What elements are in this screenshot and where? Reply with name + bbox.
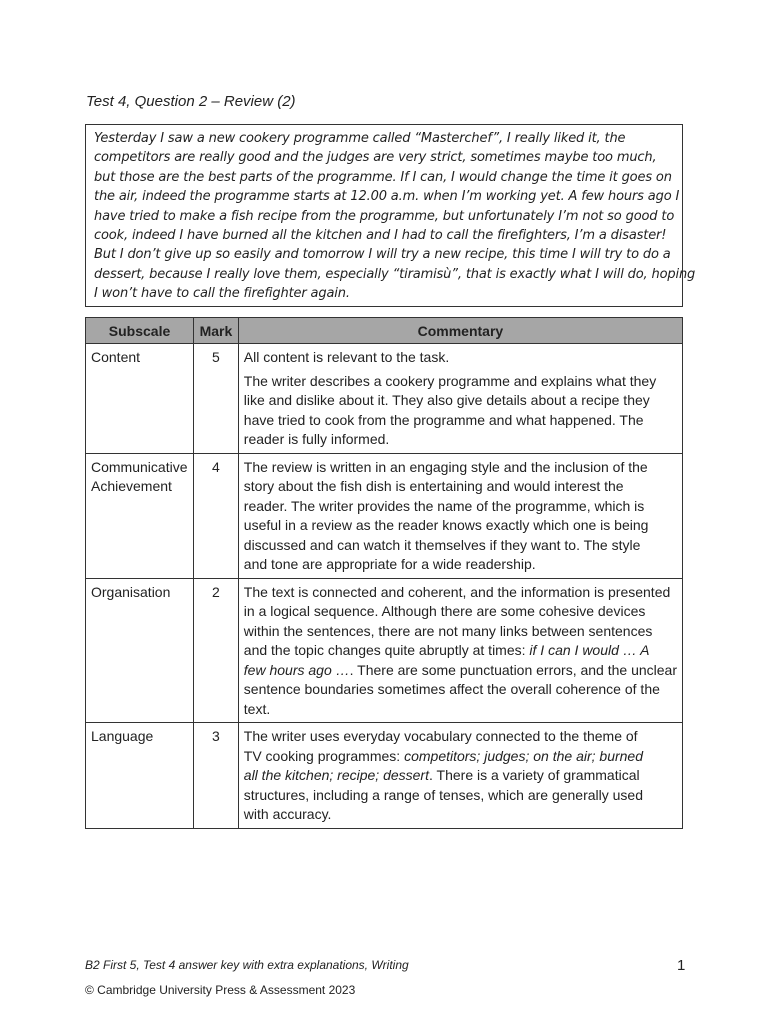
essay-line: but those are the best parts of the programme. If I can, I would change the time it goes on <box>94 169 672 185</box>
sample-answer-text <box>94 129 696 304</box>
commentary-line <box>244 661 677 681</box>
commentary-line <box>244 766 677 786</box>
commentary-line: sentence boundaries sometimes affect the overall coherence of the <box>243 681 660 697</box>
commentary-line: discussed and can watch it themselves if they want to. The style <box>243 536 641 553</box>
commentary-cell <box>238 344 682 454</box>
page-title: Test 4, Question 2 – Review (2) <box>86 93 296 110</box>
commentary-text: TV cooking programmes: <box>243 747 405 764</box>
commentary-line: reader is fully informed. <box>243 431 390 447</box>
commentary-line <box>244 747 677 767</box>
footer-reference: B2 First 5, Test 4 answer key with extra explanations, Writing <box>85 958 409 972</box>
assessment-table <box>85 317 683 829</box>
quoted-example: if I can I would … A <box>529 642 650 658</box>
subscale-label: Content <box>91 349 141 365</box>
header-commentary: Commentary <box>238 318 682 344</box>
essay-line: But I don’t give up so easily and tomorrow I will try a new recipe, this time I will try to do a <box>94 247 671 263</box>
essay-line: Yesterday I saw a new cookery programme called “Masterchef”, I really liked it, the <box>94 131 626 146</box>
commentary-cell <box>238 723 682 829</box>
commentary-cell <box>238 453 682 578</box>
quoted-example: all the kitchen; recipe; dessert <box>243 767 429 783</box>
mark-cell: 4 <box>194 453 239 578</box>
commentary-line: The text is connected and coherent, and the information is presented <box>243 583 671 600</box>
quoted-example: few hours ago … <box>243 661 350 678</box>
essay-line: the air, indeed the programme starts at 12.00 a.m. when I’m working yet. A few hours ago I <box>94 189 680 205</box>
header-mark: Mark <box>194 318 239 344</box>
subscale-label: Achievement <box>91 478 172 494</box>
commentary-text: and the topic changes quite abruptly at times: <box>243 642 530 658</box>
commentary-line: reader. The writer provides the name of the programme, which is <box>243 497 645 514</box>
mark-cell: 2 <box>194 578 239 723</box>
table-row <box>86 344 683 454</box>
commentary-line: like and dislike about it. They also give details about a recipe they <box>243 392 650 408</box>
table-row <box>86 453 683 578</box>
commentary-line: in a logical sequence. Although there are some cohesive devices <box>243 603 646 619</box>
commentary-cell <box>238 578 682 723</box>
table-row <box>86 723 683 829</box>
subscale-label: Organisation <box>91 583 171 600</box>
commentary-line: The writer describes a cookery programme and explains what they <box>243 372 657 389</box>
commentary-line: text. <box>243 700 271 717</box>
essay-line: have tried to make a fish recipe from the programme, but unfortunately I’m not so good to <box>94 208 675 224</box>
commentary-paragraph <box>244 348 677 368</box>
sample-answer-box <box>85 124 696 307</box>
essay-line: competitors are really good and the judges are very strict, sometimes maybe too much, <box>94 150 657 166</box>
essay-line: dessert, because I really love them, especially “tiramisù”, that is exactly what I will do, hoping <box>94 266 696 282</box>
subscale-cell <box>86 578 194 723</box>
commentary-line: The review is written in an engaging style and the inclusion of the <box>243 458 648 475</box>
commentary-line: have tried to cook from the programme and what happened. The <box>243 411 644 428</box>
footer-copyright: © Cambridge University Press & Assessment 2023 <box>85 983 356 997</box>
commentary-line: within the sentences, there are not many links between sentences <box>243 622 653 639</box>
commentary-line <box>244 641 677 661</box>
table-row <box>86 578 683 723</box>
subscale-label: Communicative <box>91 458 188 475</box>
commentary-line: All content is relevant to the task. <box>243 349 450 365</box>
commentary-line: story about the fish dish is entertaining and would interest the <box>243 478 624 494</box>
commentary-line: structures, including a range of tenses, which are generally used <box>243 786 644 803</box>
mark-cell: 5 <box>194 344 239 454</box>
quoted-example: competitors; judges; on the air; burned <box>404 747 643 764</box>
commentary-line: and tone are appropriate for a wide readership. <box>243 556 536 572</box>
commentary-line: The writer uses everyday vocabulary connected to the theme of <box>243 728 638 744</box>
subscale-cell <box>86 344 194 454</box>
subscale-label: Language <box>91 728 154 744</box>
essay-line: cook, indeed I have burned all the kitchen and I had to call the firefighters, I’m a disaster! <box>94 228 667 244</box>
essay-line: I won’t have to call the firefighter again. <box>94 286 350 302</box>
commentary-text: . There is a variety of grammatical <box>429 767 640 783</box>
commentary-paragraph <box>244 372 677 450</box>
page-number: 1 <box>677 957 686 974</box>
mark-cell: 3 <box>194 723 239 829</box>
subscale-cell <box>86 453 194 578</box>
table-header-row <box>86 318 683 344</box>
header-subscale: Subscale <box>86 318 194 344</box>
subscale-cell <box>86 723 194 829</box>
commentary-line: useful in a review as the reader knows exactly which one is being <box>243 517 649 533</box>
commentary-line: with accuracy. <box>243 806 332 822</box>
commentary-text: . There are some punctuation errors, and the unclear <box>349 661 677 678</box>
